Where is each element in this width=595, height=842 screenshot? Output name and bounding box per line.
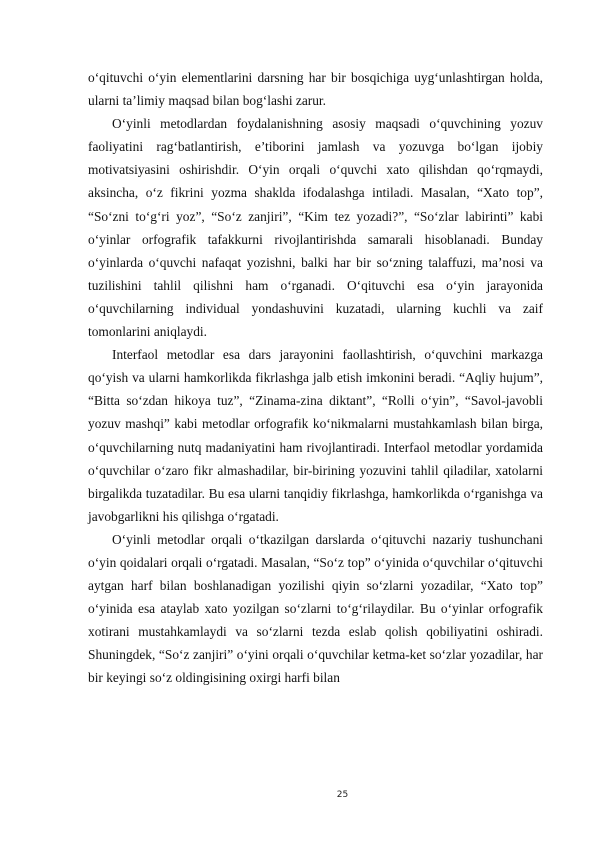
document-body	[88, 66, 543, 690]
paragraph-continuation: o‘qituvchi o‘yin elementlarini darsning har bir bosqichiga uyg‘unlashtirgan holda, ularni ta’limiy maqsad bilan bog‘lashi zarur.	[88, 70, 543, 109]
paragraph-game-methods-purpose: O‘yinli metodlardan foydalanishning asosiy maqsadi o‘quvchining yozuv faoliyatini rag‘batlantirish, e’tiborini jamlash va yozuvga bo‘lgan ijobiy motivatsiyasini oshirishdir. O‘yin orqali o‘quvchi xato qilishdan qo‘rqmaydi, aksincha, o‘z fikrini yozma shaklda ifodalashga intiladi. Masalan, “Xato top”, “So‘zni to‘g‘ri yoz”, “So‘z zanjiri”, “Kim tez yozadi?”, “So‘zlar labirinti” kabi o‘yinlar orfografik tafakkurni rivojlantirishda samarali hisoblanadi. Bunday o‘yinlarda o‘quvchi nafaqat yozishni, balki har bir so‘zning talaffuzi, ma’nosi va tuzilishini tahlil qilishni ham o‘rganadi. O‘qituvchi esa o‘yin jarayonida o‘quvchilarning individual yondashuvini kuzatadi, ularning kuchli va zaif tomonlarini aniqlaydi.	[88, 116, 543, 340]
paragraph-interactive-methods: Interfaol metodlar esa dars jarayonini faollashtirish, o‘quvchini markazga qo‘yish va ularni hamkorlikda fikrlashga jalb etish imkonini beradi. “Aqliy hujum”, “Bitta so‘zdan hikoya tuz”, “Zinama-zina diktant”, “Rolli o‘yin”, “Savol-javobli yozuv mashqi” kabi metodlar orfografik ko‘nikmalarni mustahkamlash bilan birga, o‘quvchilarning nutq madaniyatini ham rivojlantiradi. Interfaol metodlar yordamida o‘quvchilar o‘zaro fikr almashadilar, bir-birining yozuvini tahlil qiladilar, xatolarni birgalikda tuzatadilar. Bu esa ularni tanqidiy fikrlashga, hamkorlikda o‘rganishga va javobgarlikni his qilishga o‘rgatadi.	[88, 347, 543, 524]
paragraph-game-lessons: O‘yinli metodlar orqali o‘tkazilgan darslarda o‘qituvchi nazariy tushunchani o‘yin qoidalari orqali o‘rgatadi. Masalan, “So‘z top” o‘yinida o‘quvchilar o‘qituvchi aytgan harf bilan boshlanadigan yozilishi qiyin so‘zlarni yozadilar, “Xato top” o‘yinida esa ataylab xato yozilgan so‘zlarni to‘g‘rilaydilar. Bu o‘yinlar orfografik xotirani mustahkamlaydi va so‘zlarni tezda eslab qolish qobiliyatini oshiradi. Shuningdek, “So‘z zanjiri” o‘yini orqali o‘quvchilar ketma-ket so‘zlar yozadilar, har bir keyingi so‘z oldingisining oxirgi harfi bilan	[88, 531, 543, 686]
page-number: 25	[336, 790, 349, 800]
